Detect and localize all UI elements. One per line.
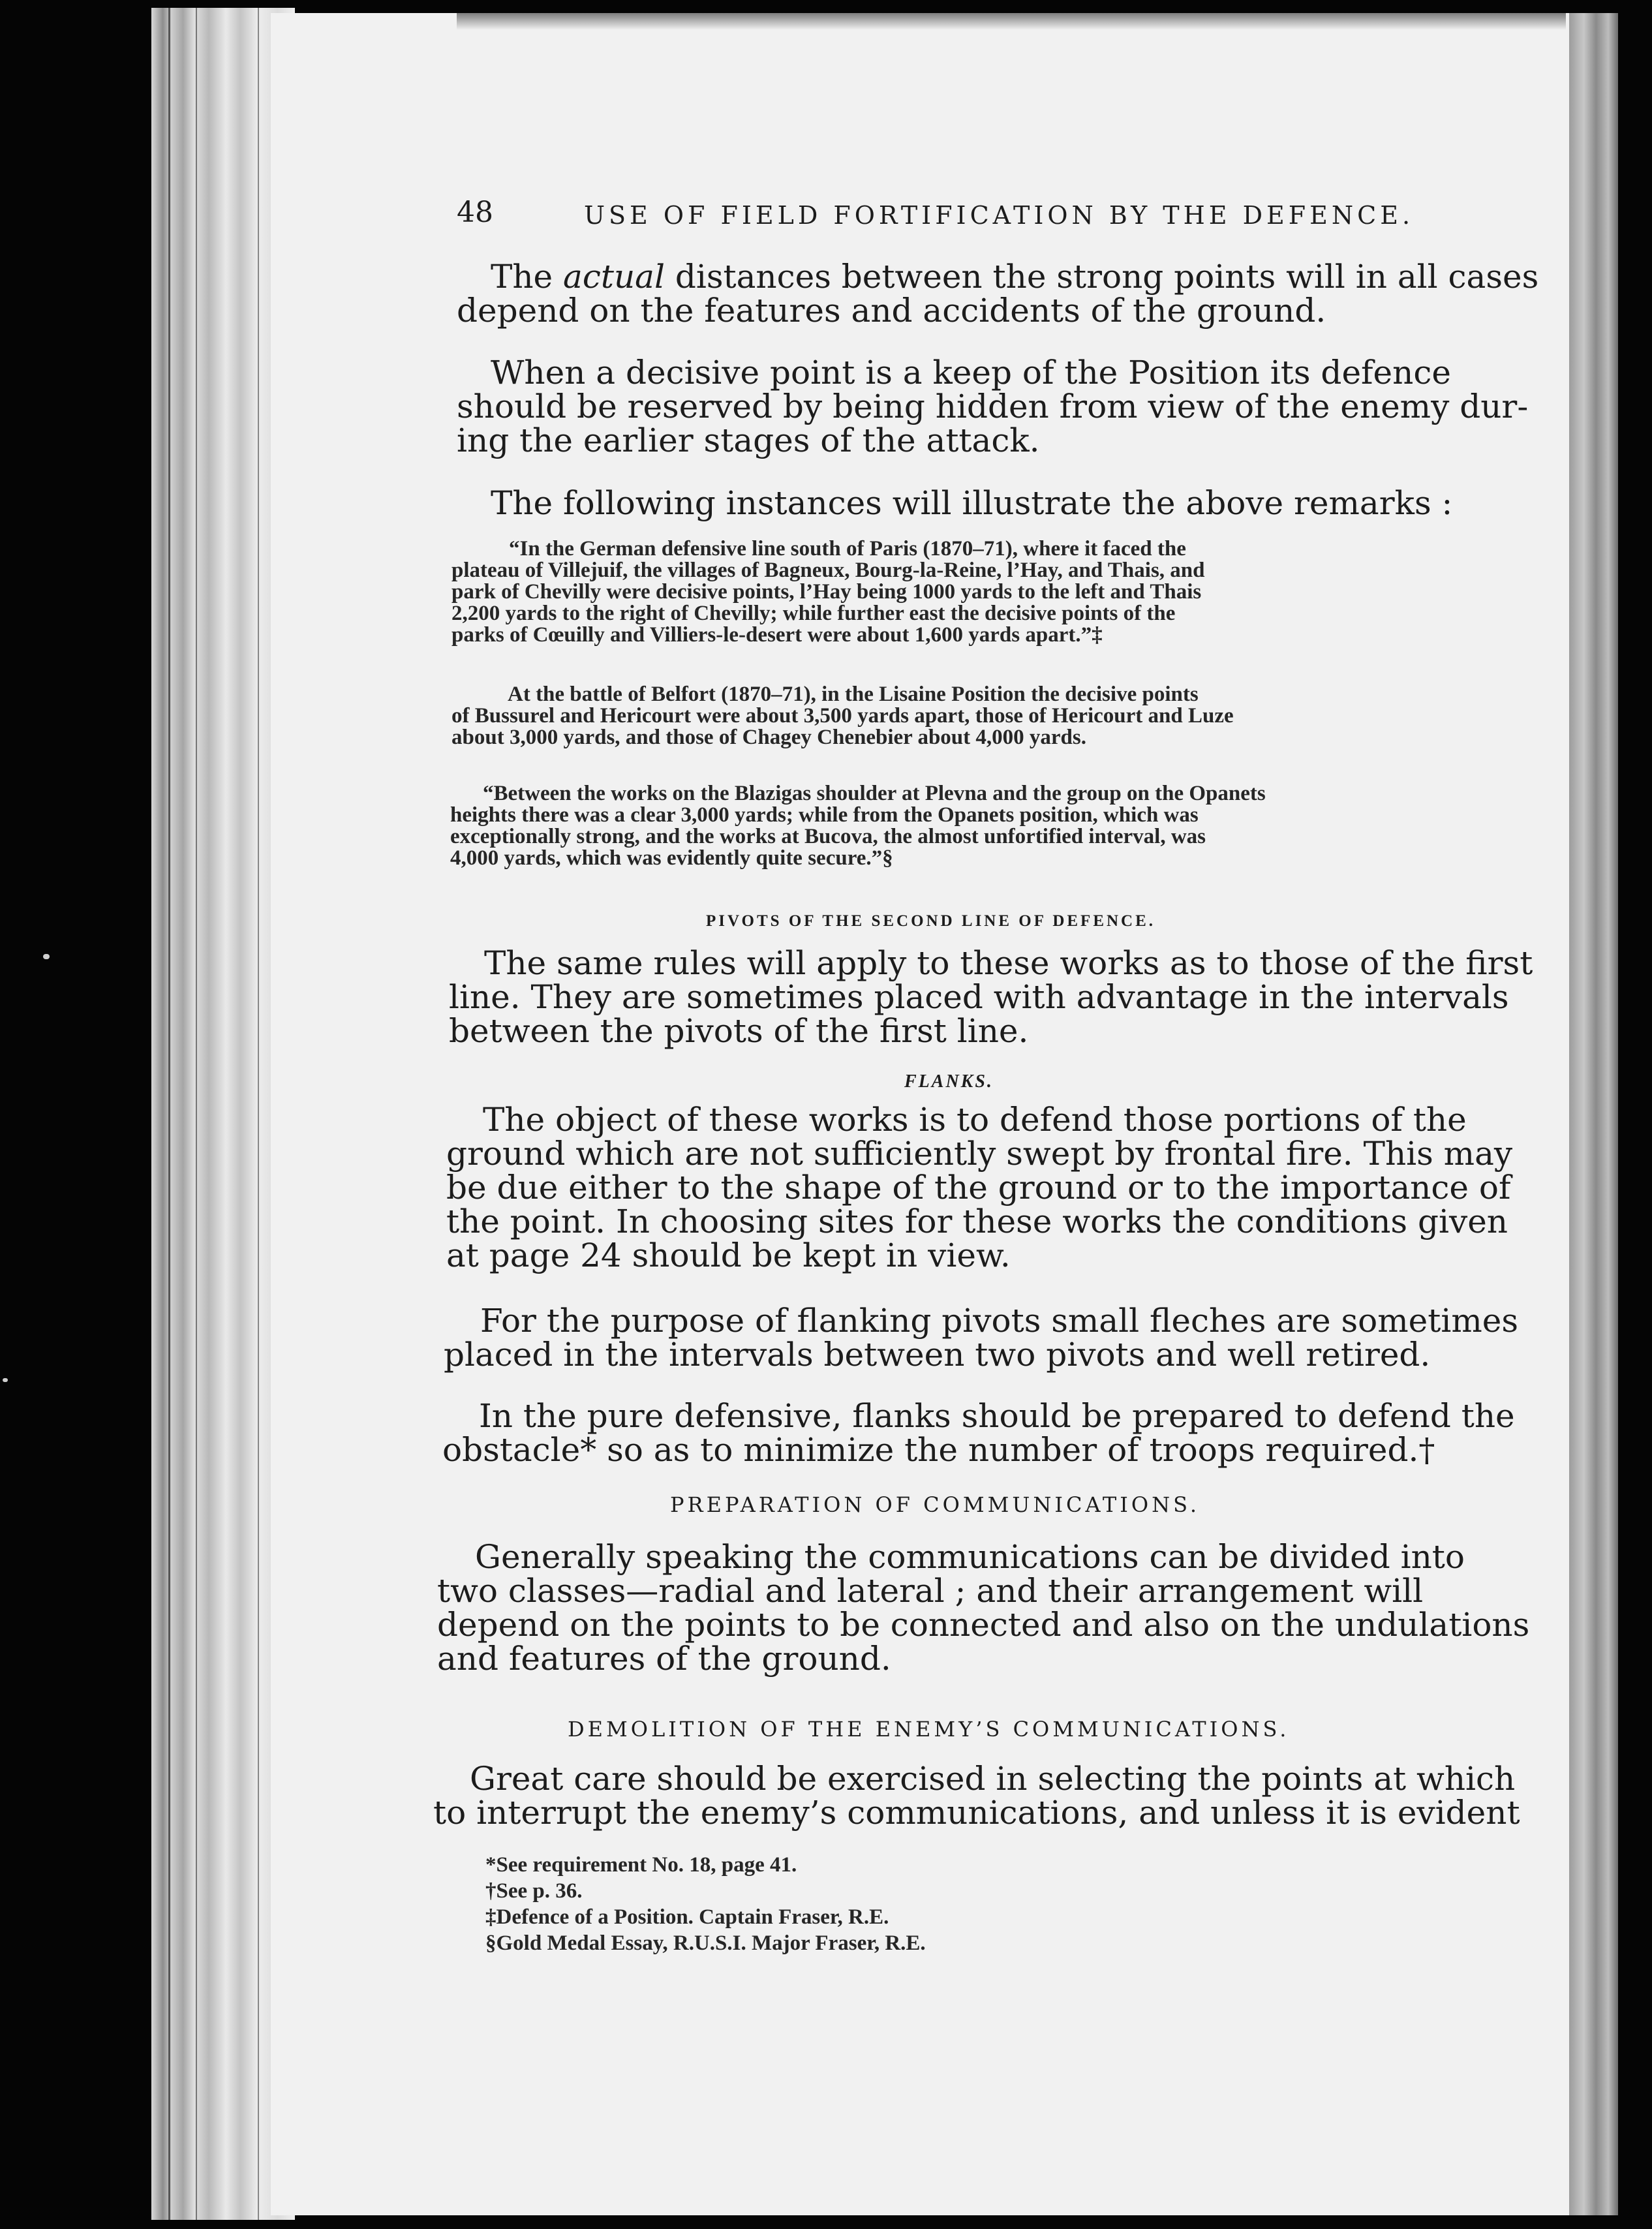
paragraph-line: Great care should be exercised in selecting the points at which: [470, 1760, 1516, 1798]
section-heading: FLANKS.: [904, 1071, 994, 1092]
page-top-shadow: [457, 13, 1566, 30]
paragraph-line: line. They are sometimes placed with advantage in the intervals: [449, 978, 1509, 1016]
paragraph-line: placed in the intervals between two pivots and well retired.: [444, 1336, 1431, 1374]
paragraph-line: For the purpose of flanking pivots small fleches are sometimes: [480, 1302, 1518, 1340]
spine-edge-line: [258, 8, 259, 2220]
paragraph-line: be due either to the shape of the ground or to the importance of: [446, 1169, 1511, 1207]
paragraph-line: The following instances will illustrate the above remarks :: [491, 484, 1453, 522]
quote-line: “Between the works on the Blazigas shoulder at Plevna and the group on the Opanets: [483, 782, 1266, 805]
spine-edge-line: [196, 8, 197, 2220]
quote-line: At the battle of Belfort (1870–71), in the Lisaine Position the decisive points: [508, 683, 1199, 706]
paragraph-line: In the pure defensive, flanks should be prepared to defend the: [479, 1397, 1515, 1435]
paragraph-line: and features of the ground.: [437, 1640, 891, 1678]
section-heading: PIVOTS OF THE SECOND LINE OF DEFENCE.: [706, 912, 1156, 930]
section-heading: PREPARATION OF COMMUNICATIONS.: [670, 1492, 1201, 1517]
spine-edge-line: [168, 8, 170, 2220]
quote-line: park of Chevilly were decisive points, l’Hay being 1000 yards to the left and Thais: [451, 580, 1202, 604]
footnote: *See requirement No. 18, page 41.: [485, 1853, 797, 1877]
paragraph-line: the point. In choosing sites for these works the conditions given: [446, 1203, 1508, 1240]
quote-line: parks of Cœuilly and Villiers-le-desert were about 1,600 yards apart.”‡: [451, 623, 1103, 647]
quote-line: about 3,000 yards, and those of Chagey Chenebier about 4,000 yards.: [451, 726, 1086, 749]
paragraph-line: two classes—radial and lateral ; and their arrangement will: [437, 1572, 1424, 1610]
quote-line: “In the German defensive line south of Paris (1870–71), where it faced the: [509, 537, 1186, 561]
paragraph-line: ing the earlier stages of the attack.: [457, 422, 1040, 459]
page-fore-edge: [1569, 13, 1618, 2215]
quote-line: 2,200 yards to the right of Chevilly; while further east the decisive points of the: [451, 602, 1176, 625]
quote-line: of Bussurel and Hericourt were about 3,500 yards apart, those of Hericourt and Luze: [451, 704, 1234, 728]
quote-line: plateau of Villejuif, the villages of Bagneux, Bourg-la-Reine, l’Hay, and Thais, and: [451, 559, 1205, 582]
paragraph-line: between the pivots of the first line.: [449, 1012, 1029, 1050]
paragraph-line: The object of these works is to defend those portions of the: [483, 1101, 1467, 1139]
page-number: 48: [457, 196, 493, 229]
quote-line: 4,000 yards, which was evidently quite secure.”§: [450, 846, 893, 870]
paragraph-line: When a decisive point is a keep of the Position its defence: [491, 354, 1451, 392]
section-heading: DEMOLITION OF THE ENEMY’S COMMUNICATIONS.: [568, 1717, 1290, 1742]
paragraph-line: obstacle* so as to minimize the number of troops required.†: [442, 1431, 1435, 1469]
paragraph-line: The actual distances between the strong points will in all cases: [491, 258, 1539, 296]
paragraph-line: at page 24 should be kept in view.: [446, 1237, 1011, 1274]
quote-line: heights there was a clear 3,000 yards; while from the Opanets position, which was: [450, 803, 1199, 827]
footnote: ‡Defence of a Position. Captain Fraser, R.E.: [485, 1905, 889, 1929]
paragraph-line: should be reserved by being hidden from view of the enemy dur-: [457, 388, 1529, 425]
paragraph-line: depend on the features and accidents of the ground.: [457, 292, 1326, 330]
paragraph-line: depend on the points to be connected and also on the undulations: [437, 1606, 1530, 1644]
footnote: †See p. 36.: [485, 1879, 583, 1903]
paragraph-line: The same rules will apply to these works as to those of the first: [484, 944, 1533, 982]
emphasis-word: actual: [563, 258, 665, 296]
scan-speck: [3, 1378, 8, 1382]
quote-line: exceptionally strong, and the works at Bucova, the almost unfortified interval, was: [450, 825, 1206, 848]
paragraph-line: ground which are not sufficiently swept by frontal fire. This may: [446, 1135, 1513, 1173]
scan-speck: [43, 954, 50, 959]
footnote: §Gold Medal Essay, R.U.S.I. Major Fraser, R.E.: [485, 1931, 926, 1955]
paragraph-line: to interrupt the enemy’s communications, and unless it is evident: [433, 1794, 1520, 1832]
paragraph-line: Generally speaking the communications can be divided into: [475, 1538, 1465, 1576]
running-head: USE OF FIELD FORTIFICATION BY THE DEFENCE.: [584, 201, 1415, 230]
